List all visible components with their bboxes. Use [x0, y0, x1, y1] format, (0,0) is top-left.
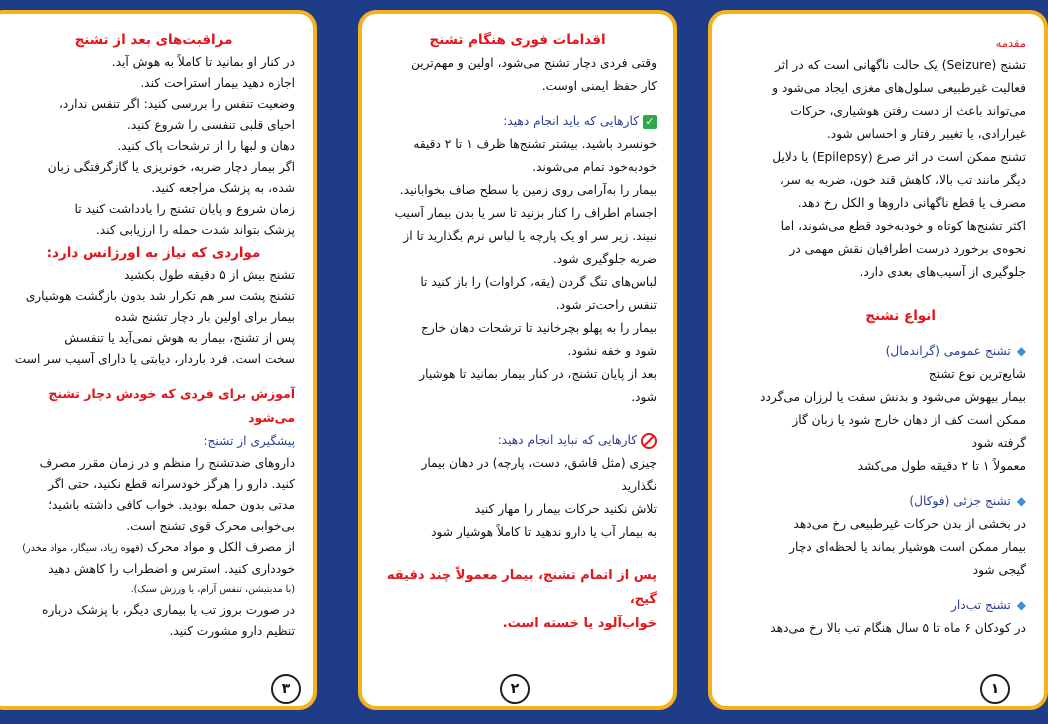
- fever-line: در صورت بروز تب یا بیماری دیگر، با پزشک درباره: [41, 603, 295, 617]
- stimulant-note: (قهوه زیاد، سیگار، مواد مخدر): [22, 543, 144, 554]
- intro-line: فعالیت غیرطبیعی سلول‌های مغزی ایجاد می‌شود و: [772, 81, 1026, 95]
- dont-line: به بیمار آب یا دارو ندهید تا کاملاً هوشیار شود: [431, 525, 657, 539]
- intro-heading: مقدمه: [995, 36, 1026, 50]
- after-care-line: احیای قلبی تنفسی را شروع کنید.: [127, 118, 295, 132]
- type2-line: در بخشی از بدن حرکات غیرطبیعی رخ می‌دهد: [793, 517, 1026, 531]
- do-line: بعد از پایان تشنج، در کنار بیمار بمانید تا هوشیار: [419, 367, 657, 381]
- prevention-line: کنید. دارو را هرگز خودسرانه قطع نکنید، حتی اگر: [48, 477, 295, 491]
- do-line: لباس‌های تنگ گردن (یقه، کراوات) را باز کنید تا: [420, 275, 657, 289]
- do-line: خودبه‌خود تمام می‌شوند.: [532, 160, 657, 174]
- emergency-line: تشنج پشت سر هم تکرار شد بدون بازگشت هوشیاری: [25, 289, 295, 303]
- after-care-line: دهان و لبها را از ترشحات پاک کنید.: [117, 139, 295, 153]
- intro-line: نحوه‌ی برخورد درست اطرافیان نقش مهمی در: [789, 242, 1026, 256]
- do-title: [378, 110, 657, 133]
- type1-line: گرفته شود: [971, 436, 1026, 450]
- prevention-list: [12, 453, 295, 642]
- intro-line: مصرف یا قطع ناگهانی داروها و الکل رخ دهد.: [797, 196, 1026, 210]
- emergency-line: پس از تشنج، بیمار به هوش نمی‌آید یا تنفسش: [64, 331, 295, 345]
- dont-title-text: کارهایی که نباید انجام دهید:: [497, 433, 637, 447]
- page-number-2: ۲: [500, 674, 530, 704]
- prevention-title: پیشگیری از تشنج:: [203, 434, 295, 448]
- type1-title-text: تشنج عمومی (گراندمال): [885, 344, 1011, 358]
- type1-title: [740, 340, 1026, 363]
- page-number-1: ۱: [980, 674, 1010, 704]
- diamond-bullet-icon: ◆: [1016, 494, 1026, 508]
- type2-title-text: تشنج جزئی (فوکال): [909, 494, 1011, 508]
- after-care-line: اجازه دهید بیمار استراحت کند.: [140, 76, 295, 90]
- do-line: تنفس راحت‌تر شود.: [555, 298, 657, 312]
- panel-page-2: [358, 10, 677, 710]
- diamond-bullet-icon: ◆: [1016, 344, 1026, 358]
- after-care-line: اگر بیمار دچار ضربه، خونریزی یا گازگرفتگی زبان: [47, 160, 295, 174]
- after-note-line: خواب‌آلود یا خسته است.: [502, 616, 657, 631]
- after-care-list: [12, 52, 295, 241]
- type1-line: بیمار بیهوش می‌شود و بدنش سفت یا لرزان می‌گردد: [760, 390, 1026, 404]
- panel-page-3: [0, 10, 317, 710]
- prevention-line: مدتی بدون حمله بودید. خواب کافی داشته باشید؛: [48, 498, 295, 512]
- prevention-line: داروهای ضدتشنج را منظم و در زمان مقرر مصرف: [39, 456, 295, 470]
- after-care-line: شده، به پزشک مراجعه کنید.: [151, 181, 295, 195]
- type1-line: ممکن است کف از دهان خارج شود یا زبان گاز: [792, 413, 1026, 427]
- intro-line: تشنج (Seizure) یک حالت ناگهانی است که در اثر: [774, 58, 1026, 72]
- emergency-line: سخت است. فرد باردار، دیابتی یا دارای آسیب سر است: [14, 352, 295, 366]
- intro-line: تشنج ممکن است در اثر صرع (Epilepsy) یا دلایل: [772, 150, 1026, 164]
- do-line: ضربه جلوگیری شود.: [552, 252, 657, 266]
- type1-line: شایع‌ترین نوع تشنج: [928, 367, 1026, 381]
- type3-title: [740, 594, 1026, 617]
- after-care-line: زمان شروع و پایان تشنج را یادداشت کنید تا: [74, 202, 295, 216]
- do-line: شود.: [631, 390, 657, 404]
- panel3-title: مراقبت‌های بعد از تشنج: [74, 32, 233, 48]
- panel2-title: اقدامات فوری هنگام تشنج: [429, 32, 606, 48]
- dont-line: تلاش نکنید حرکات بیمار را مهار کنید: [474, 502, 657, 516]
- page-number-3: ۳: [271, 674, 301, 704]
- do-line: خونسرد باشید. بیشتر تشنج‌ها ظرف ۱ تا ۲ دقیقه: [413, 137, 657, 151]
- do-line: اجسام اطراف را کنار بزنید تا سر یا بدن بیمار آسیب: [394, 206, 657, 220]
- dont-line: چیزی (مثل قاشق، دست، پارچه) در دهان بیمار: [421, 456, 657, 470]
- intro-line: کار حفظ ایمنی اوست.: [541, 79, 657, 93]
- after-care-line: وضعیت تنفس را بررسی کنید: اگر تنفس ندارد،: [58, 97, 295, 111]
- fever-line: تنظیم دارو مشورت کنید.: [169, 624, 295, 638]
- education-title: آموزش برای فردی که خودش دچار تشنج می‌شود: [48, 386, 295, 425]
- intro-line: غیرارادی، یا تغییر رفتار و احساس شود.: [826, 127, 1026, 141]
- type2-line: گیجی شود: [972, 563, 1026, 577]
- intro-line: اکثر تشنج‌ها کوتاه و خودبه‌خود قطع می‌شوند، اما: [780, 219, 1026, 233]
- type2-title: [740, 490, 1026, 513]
- type1-line: معمولاً ۱ تا ۲ دقیقه طول می‌کشد: [857, 459, 1026, 473]
- do-line: شود و خفه نشود.: [567, 344, 657, 358]
- after-note-line: پس از اتمام تشنج، بیمار معمولاً چند دقیقه گیج،: [386, 568, 657, 607]
- do-line: نبیند. زیر سر او یک پارچه یا لباس نرم بگذارید تا از: [403, 229, 657, 243]
- intro-text: [740, 54, 1026, 284]
- intro-line: جلوگیری از آسیب‌های بعدی دارد.: [859, 265, 1026, 279]
- check-icon: ✓: [643, 115, 657, 129]
- diamond-bullet-icon: ◆: [1016, 598, 1026, 612]
- after-care-line: در کنار او بمانید تا کاملاً به هوش آید.: [111, 55, 295, 69]
- type3-title-text: تشنج تب‌دار: [951, 598, 1011, 612]
- prevention-line-text: از مصرف الکل و مواد محرک: [147, 540, 295, 554]
- dont-list: [378, 452, 657, 544]
- dont-line: نگذارید: [621, 479, 657, 493]
- prevention-line: [12, 537, 295, 559]
- emergency-line: بیمار برای اولین بار دچار تشنج شده: [114, 310, 295, 324]
- intro-line: وقتی فردی دچار تشنج می‌شود، اولین و مهم‌ترین: [411, 56, 657, 70]
- prevention-line: بی‌خوابی محرک قوی تشنج است.: [126, 519, 295, 533]
- types-title: انواع تشنج: [865, 308, 936, 324]
- emergency-list: [12, 265, 295, 370]
- emergency-title: مواردی که نیاز به اورژانس دارد:: [46, 245, 261, 261]
- type2-line: بیمار ممکن است هوشیار بماند یا لحظه‌ای دچار: [789, 540, 1026, 554]
- stress-note: (با مدیتیشن، تنفس آرام، یا ورزش سبک).: [130, 584, 295, 595]
- panel-page-1: [708, 10, 1048, 710]
- intro-line: می‌تواند باعث از دست رفتن هوشیاری، حرکات: [790, 104, 1026, 118]
- after-care-line: پزشک بتواند شدت حمله را ارزیابی کند.: [95, 223, 295, 237]
- do-line: بیمار را به‌آرامی روی زمین یا سطح صاف بخوابانید.: [399, 183, 657, 197]
- prevention-line: خودداری کنید. استرس و اضطراب را کاهش دهید: [48, 562, 295, 576]
- emergency-line: تشنج بیش از ۵ دقیقه طول بکشید: [123, 268, 295, 282]
- do-title-text: کارهایی که باید انجام دهید:: [503, 114, 639, 128]
- dont-title: [378, 429, 657, 452]
- type3-line: در کودکان ۶ ماه تا ۵ سال هنگام تب بالا رخ می‌دهد: [770, 621, 1026, 635]
- do-list: [378, 133, 657, 409]
- intro-line: دیگر مانند تب بالا، کاهش قند خون، ضربه به سر،: [779, 173, 1026, 187]
- prohibited-icon: [641, 433, 657, 449]
- do-line: بیمار را به پهلو بچرخانید تا ترشحات دهان خارج: [421, 321, 657, 335]
